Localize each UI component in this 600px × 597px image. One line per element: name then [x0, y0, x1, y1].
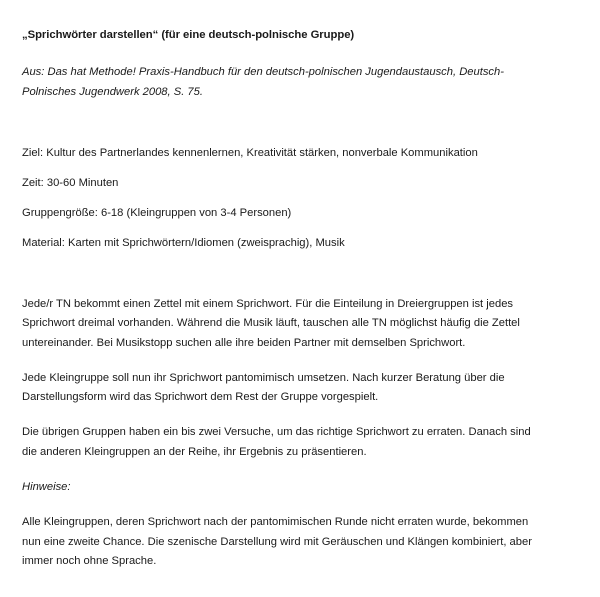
body-paragraph-1: Jede/r TN bekommt einen Zettel mit einem Sprichwort. Für die Einteilung in Dreiergruppen ist jedes Sprichwort dreimal vorhanden. Während die Musik läuft, tauschen alle TN möglichst häufig die Zettel untereinander. Bei Musikstopp suchen alle ihre beiden Partner mit demselben Sprichwort.	[22, 298, 520, 349]
metadata-row-zeit: Zeit: 30-60 Minuten	[22, 177, 119, 189]
notes-label: Hinweise:	[22, 481, 71, 494]
body-paragraph-3: Die übrigen Gruppen haben ein bis zwei Versuche, um das richtige Sprichwort zu erraten. Danach sind die anderen Kleingruppen an der Reihe, ihr Ergebnis zu präsentieren.	[22, 426, 531, 458]
metadata-row-ziel: Ziel: Kultur des Partnerlandes kennenlernen, Kreativität stärken, nonverbale Kommunikation	[22, 147, 478, 159]
notes-paragraph: Alle Kleingruppen, deren Sprichwort nach der pantomimischen Runde nicht erraten wurde, bekommen nun eine zweite Chance. Die szenische Darstellung wird mit Geräuschen und Klängen kombiniert, aber immer noch ohne Sprache.	[22, 516, 532, 567]
source-citation: Aus: Das hat Methode! Praxis-Handbuch für den deutsch-polnischen Jugendaustausch, Deutsch-Polnisches Jugendwerk 2008, S. 75.	[22, 66, 504, 98]
page-title: „Sprichwörter darstellen“ (für eine deutsch-polnische Gruppe)	[22, 29, 355, 41]
metadata-block	[22, 146, 540, 251]
body-paragraph-2: Jede Kleingruppe soll nun ihr Sprichwort pantomimisch umsetzen. Nach kurzer Beratung über die Darstellungsform wird das Sprichwort dem Rest der Gruppe vorgespielt.	[22, 371, 505, 404]
metadata-row-material: Material: Karten mit Sprichwörtern/Idiomen (zweisprachig), Musik	[22, 237, 345, 249]
body-content	[22, 295, 540, 571]
metadata-row-gruppengroesse: Gruppengröße: 6-18 (Kleingruppen von 3-4 Personen)	[22, 207, 292, 219]
